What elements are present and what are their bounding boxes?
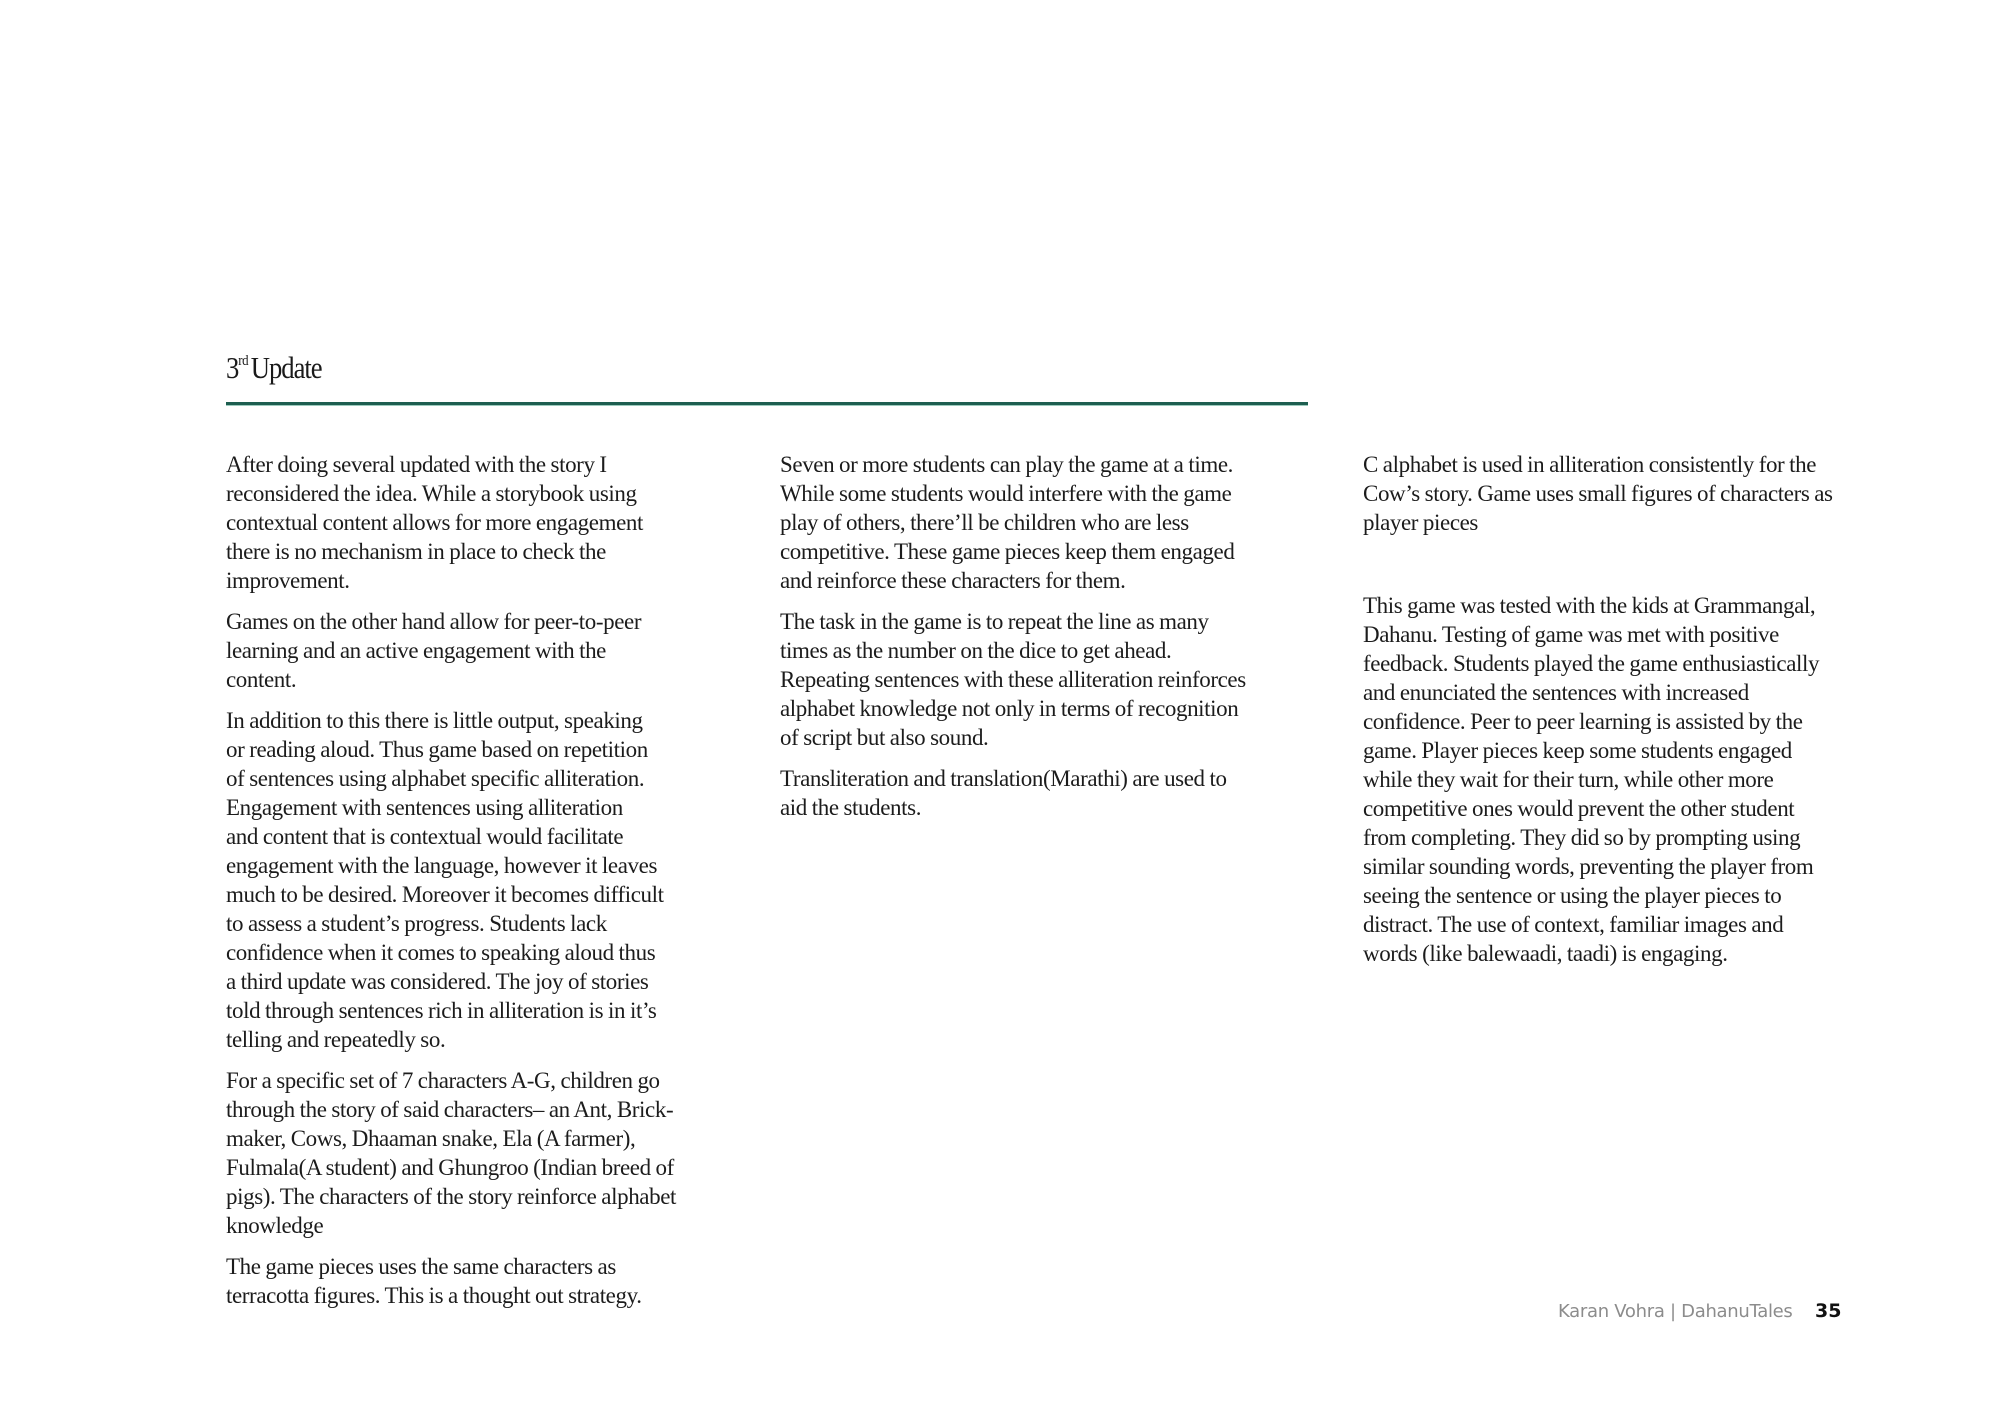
- text-line: times as the number on the dice to get ahead.: [780, 638, 1172, 663]
- text-line: improvement.: [226, 568, 350, 593]
- paragraph: [780, 764, 1340, 822]
- heading-divider: [226, 402, 1308, 406]
- text-line: In addition to this there is little output, speaking: [226, 708, 643, 733]
- text-line: pigs). The characters of the story reinforce alphabet: [226, 1184, 677, 1209]
- text-line: of sentences using alphabet specific alliteration.: [226, 766, 645, 791]
- text-line: seeing the sentence or using the player pieces to: [1363, 883, 1782, 908]
- text-line: feedback. Students played the game enthusiastically: [1363, 651, 1820, 676]
- paragraph: [226, 450, 766, 595]
- text-line: and enunciated the sentences with increased: [1363, 680, 1749, 705]
- paragraph: [780, 607, 1340, 752]
- text-line: while they wait for their turn, while other more: [1363, 767, 1774, 792]
- text-line: there is no mechanism in place to check the: [226, 539, 606, 564]
- text-line: much to be desired. Moreover it becomes difficult: [226, 882, 664, 907]
- paragraph: [226, 706, 766, 1054]
- text-line: This game was tested with the kids at Grammangal,: [1363, 593, 1816, 618]
- text-line: play of others, there’ll be children who are less: [780, 510, 1189, 535]
- paragraph: [1363, 591, 1923, 968]
- text-line: or reading aloud. Thus game based on repetition: [226, 737, 648, 762]
- text-line: Engagement with sentences using alliteration: [226, 795, 623, 820]
- text-line: distract. The use of context, familiar images and: [1363, 912, 1784, 937]
- text-line: contextual content allows for more engagement: [226, 510, 643, 535]
- text-line: from completing. They did so by prompting using: [1363, 825, 1801, 850]
- text-line: While some students would interfere with the game: [780, 481, 1232, 506]
- text-line: engagement with the language, however it leaves: [226, 853, 658, 878]
- heading-number: 3: [226, 350, 239, 385]
- paragraph: [1363, 450, 1923, 537]
- text-line: similar sounding words, preventing the player from: [1363, 854, 1814, 879]
- text-line: learning and an active engagement with the: [226, 638, 606, 663]
- heading-title: Update: [250, 350, 322, 385]
- text-line: Dahanu. Testing of game was met with positive: [1363, 622, 1779, 647]
- text-line: The game pieces uses the same characters as: [226, 1254, 616, 1279]
- text-line: reconsidered the idea. While a storybook using: [226, 481, 637, 506]
- text-line: Repeating sentences with these alliteration reinforces: [780, 667, 1246, 692]
- paragraph: [226, 607, 766, 694]
- text-line: through the story of said characters– an Ant, Brick-: [226, 1097, 674, 1122]
- text-line: knowledge: [226, 1213, 324, 1238]
- text-line: Transliteration and translation(Marathi) are used to: [780, 766, 1227, 791]
- heading-ordinal-suffix: rd: [238, 353, 249, 369]
- text-line: content.: [226, 667, 297, 692]
- text-line: aid the students.: [780, 795, 922, 820]
- text-line: Seven or more students can play the game at a time.: [780, 452, 1233, 477]
- page-number: 35: [1815, 1300, 1842, 1322]
- text-line: After doing several updated with the story I: [226, 452, 607, 477]
- text-line: Games on the other hand allow for peer-to-peer: [226, 609, 642, 634]
- text-line: to assess a student’s progress. Students lack: [226, 911, 607, 936]
- text-line: The task in the game is to repeat the line as many: [780, 609, 1209, 634]
- text-column-2: [780, 450, 1340, 834]
- text-line: competitive. These game pieces keep them engaged: [780, 539, 1235, 564]
- text-line: competitive ones would prevent the other student: [1363, 796, 1795, 821]
- text-line: telling and repeatedly so.: [226, 1027, 446, 1052]
- text-line: confidence. Peer to peer learning is assisted by the: [1363, 709, 1803, 734]
- text-column-1: [226, 450, 766, 1322]
- text-line: player pieces: [1363, 510, 1478, 535]
- text-line: words (like balewaadi, taadi) is engaging.: [1363, 941, 1728, 966]
- text-line: and reinforce these characters for them.: [780, 568, 1126, 593]
- text-line: alphabet knowledge not only in terms of recognition: [780, 696, 1239, 721]
- text-line: of script but also sound.: [780, 725, 989, 750]
- text-line: Fulmala(A student) and Ghungroo (Indian breed of: [226, 1155, 674, 1180]
- text-line: terracotta figures. This is a thought out strategy.: [226, 1283, 642, 1308]
- text-line: told through sentences rich in alliteration is in it’s: [226, 998, 657, 1023]
- paragraph: [226, 1252, 766, 1310]
- text-line: a third update was considered. The joy of stories: [226, 969, 649, 994]
- paragraph: [780, 450, 1340, 595]
- text-line: Cow’s story. Game uses small figures of characters as: [1363, 481, 1833, 506]
- text-line: For a specific set of 7 characters A-G, children go: [226, 1068, 660, 1093]
- text-line: and content that is contextual would facilitate: [226, 824, 624, 849]
- text-line: C alphabet is used in alliteration consistently for the: [1363, 452, 1817, 477]
- text-line: confidence when it comes to speaking aloud thus: [226, 940, 656, 965]
- section-heading: [226, 350, 322, 386]
- text-line: maker, Cows, Dhaaman snake, Ela (A farmer),: [226, 1126, 636, 1151]
- paragraph: [226, 1066, 766, 1240]
- text-column-3: [1363, 450, 1923, 980]
- text-line: game. Player pieces keep some students engaged: [1363, 738, 1792, 763]
- footer-credit: Karan Vohra | DahanuTales: [1558, 1301, 1793, 1322]
